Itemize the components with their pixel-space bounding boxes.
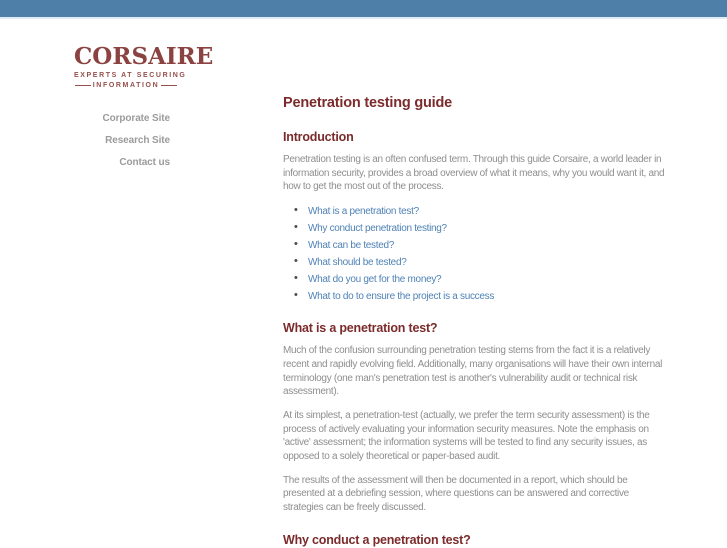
toc-item <box>308 239 665 252</box>
what-section-paragraph-2: At its simplest, a penetration-test (actually, we prefer the term security assessment) is the process of actively evaluating your information security measures. Note the emphasis on 'active' assessment; the information systems will be tested to find any security issues, as opposed to a solely theoretical or paper-based audit. <box>283 409 650 463</box>
toc-link-ensure-project-success[interactable]: What to do to ensure the project is a success <box>308 291 495 303</box>
tagline-left-dash <box>75 85 91 86</box>
section-heading-what-is-a-penetration-test: What is a penetration test? <box>283 321 438 336</box>
tagline-right-dash <box>161 85 177 86</box>
toc-item <box>308 273 665 286</box>
logo-tagline-line2 <box>74 81 178 90</box>
logo-tagline-information: INFORMATION <box>92 82 160 89</box>
nav-research-site[interactable]: Research Site <box>105 135 170 146</box>
main-content <box>283 0 665 548</box>
toc-link-what-do-you-get-for-the-money[interactable]: What do you get for the money? <box>308 274 442 286</box>
toc-item <box>308 256 665 269</box>
what-section-paragraph-1: Much of the confusion surrounding penetration testing stems from the fact it is a relatively recent and rapidly evolving field. Additionally, many organisations will have their own internal terminology (one man's penetration test is another's vulnerability audit or technical risk assessment). <box>283 345 663 398</box>
corsaire-logo[interactable] <box>74 43 214 90</box>
logo-tagline <box>74 71 187 90</box>
nav-corporate-site[interactable]: Corporate Site <box>102 113 170 124</box>
page-title: Penetration testing guide <box>283 95 453 111</box>
intro-paragraph: Penetration testing is an often confused term. Through this guide Corsaire, a world leader in information security, provides a broad overview of what it means, why you would want it, and how to get the most out of the process. <box>283 154 665 193</box>
sidebar-nav <box>0 113 170 168</box>
toc-item <box>308 222 665 235</box>
section-heading-why-conduct-a-penetration-test: Why conduct a penetration test? <box>283 532 471 547</box>
toc-link-what-is-a-penetration-test[interactable]: What is a penetration test? <box>308 206 419 218</box>
logo-title: CORSAIRE <box>74 43 214 70</box>
what-section-paragraph-3: The results of the assessment will then be documented in a report, which should be presented at a debriefing session, where questions can be answered and corrective strategies can be freely discussed. <box>283 474 629 514</box>
toc-link-why-conduct-penetration-testing[interactable]: Why conduct penetration testing? <box>308 223 447 235</box>
toc-item <box>308 290 665 303</box>
toc-list <box>283 205 665 303</box>
section-heading-introduction: Introduction <box>283 130 354 144</box>
sidebar <box>0 43 214 179</box>
toc-item <box>308 205 665 218</box>
nav-contact-us[interactable]: Contact us <box>119 157 170 168</box>
logo-tagline-line1: EXPERTS AT SECURING <box>74 72 187 79</box>
toc-link-what-should-be-tested[interactable]: What should be tested? <box>308 257 407 269</box>
toc-link-what-can-be-tested[interactable]: What can be tested? <box>308 240 395 252</box>
